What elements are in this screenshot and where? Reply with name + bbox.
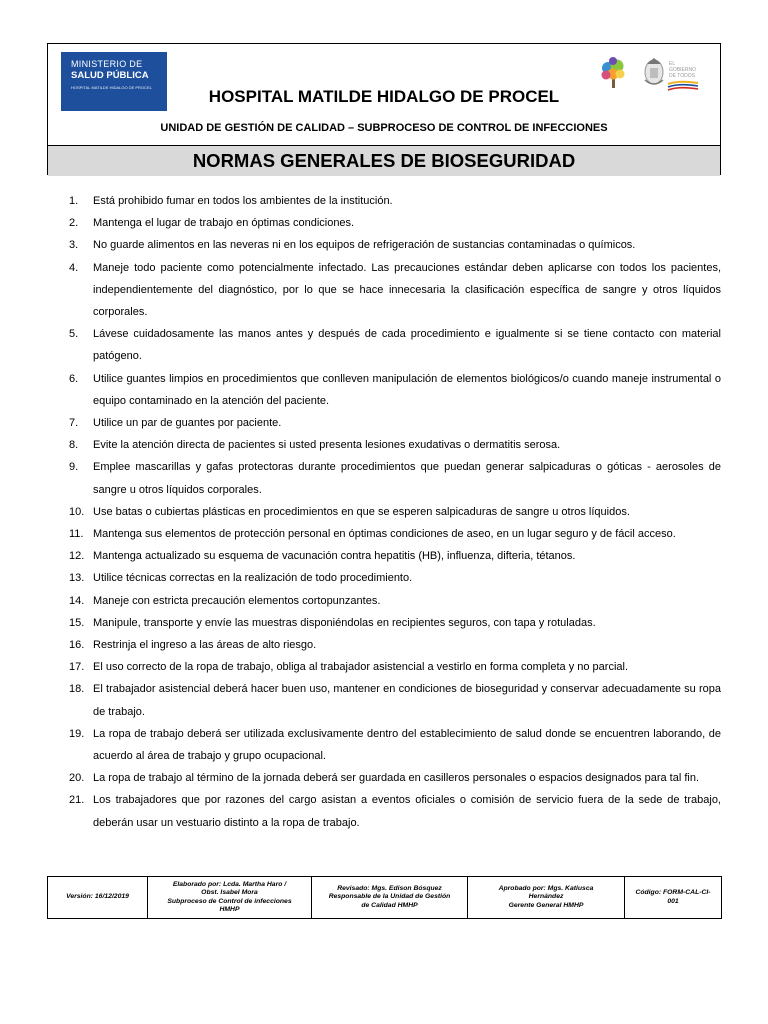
norm-number: 18. bbox=[69, 683, 85, 696]
norm-number: 4. bbox=[69, 261, 79, 274]
norm-item bbox=[69, 456, 721, 500]
norm-number: 7. bbox=[69, 417, 79, 430]
aprobado-line: Gerente General HMHP bbox=[508, 901, 584, 909]
ministry-logo-line2: SALUD PÚBLICA bbox=[71, 70, 149, 81]
svg-text:GOBIERNO: GOBIERNO bbox=[669, 67, 696, 73]
norm-text: Mantenga el lugar de trabajo en óptimas condiciones. bbox=[93, 217, 355, 230]
elaborado-line: HMHP bbox=[219, 906, 240, 913]
norm-item bbox=[69, 434, 721, 456]
norm-text: El uso correcto de la ropa de trabajo, obliga al trabajador asistencial a vestirlo en forma completa y no parcial. bbox=[93, 661, 629, 674]
norm-text: Está prohibido fumar en todos los ambientes de la institución. bbox=[93, 195, 393, 207]
norm-number: 2. bbox=[69, 217, 79, 230]
norm-number: 8. bbox=[69, 439, 79, 452]
revisado-line: Revisado: Mgs. Edison Bósquez bbox=[337, 884, 442, 892]
norm-item bbox=[69, 368, 721, 412]
norm-number: 16. bbox=[69, 639, 85, 652]
norm-item bbox=[69, 501, 721, 523]
norms-list bbox=[69, 190, 721, 834]
norm-text: Utilice técnicas correctas en la realización de todo procedimiento. bbox=[93, 572, 413, 585]
norm-text: La ropa de trabajo al término de la jornada deberá ser guardada en casilleros personales o espacios designados para tal fin. bbox=[93, 772, 699, 785]
norm-item bbox=[69, 257, 721, 324]
norm-text: Manipule, transporte y envíe las muestras disponiéndolas en recipientes seguros, con tapa y rotuladas. bbox=[93, 616, 596, 629]
norm-text: Maneje con estricta precaución elementos cortopunzantes. bbox=[93, 594, 381, 607]
version-text: Versión: 16/12/2019 bbox=[66, 893, 129, 901]
norm-number: 1. bbox=[69, 195, 79, 207]
norm-text: Evite la atención directa de pacientes si usted presenta lesiones exudativas o dermatitis serosa. bbox=[93, 439, 561, 452]
norm-number: 6. bbox=[69, 372, 79, 385]
norm-text: Mantenga sus elementos de protección personal en óptimas condiciones de aseo, en un lugar seguro y de fácil acceso. bbox=[93, 528, 676, 541]
norm-text: Emplee mascarillas y gafas protectoras durante procedimientos que puedan generar salpicaduras o góticas - aerosoles de sangre u otros líquidos corporales. bbox=[93, 461, 721, 496]
elaborado-line: Obst. Isabel Mora bbox=[201, 889, 258, 896]
norm-text: No guarde alimentos en las neveras ni en los equipos de refrigeración de sustancias contaminadas o químicos. bbox=[93, 239, 636, 252]
document-title: NORMAS GENERALES DE BIOSEGURIDAD bbox=[192, 150, 576, 171]
norm-item bbox=[69, 567, 721, 589]
footer-version bbox=[48, 877, 148, 919]
ministry-logo-line3: HOSPITAL MATILDE HIDALGO DE PROCEL bbox=[71, 85, 152, 90]
norm-number: 3. bbox=[69, 239, 79, 252]
codigo-line: 001 bbox=[667, 897, 679, 905]
norm-number: 5. bbox=[69, 328, 79, 341]
norm-item bbox=[69, 634, 721, 656]
norm-number: 17. bbox=[69, 661, 85, 674]
norm-text: Los trabajadores que por razones del cargo asistan a eventos oficiales o comisión de servicio fuera de la sede de trabajo, deberán usar un vestuario distinto a la ropa de trabajo. bbox=[93, 794, 721, 829]
norm-text: Maneje todo paciente como potencialmente infectado. Las precauciones estándar deben aplicarse con todos los pacientes, independientemente del diagnóstico, por lo que se hace innecesaria la clasificación específica de sangre y otros líquidos corporales. bbox=[93, 261, 721, 319]
norm-number: 9. bbox=[69, 461, 79, 474]
elaborado-line: Subproceso de Control de infecciones bbox=[167, 897, 292, 905]
norm-text: Mantenga actualizado su esquema de vacunación contra hepatitis (HB), influenza, difteria, tétanos. bbox=[93, 550, 576, 563]
coat-of-arms-icon bbox=[645, 58, 663, 84]
norm-item bbox=[69, 323, 721, 367]
norm-item bbox=[69, 590, 721, 612]
codigo-line: Código: FORM-CAL-CI- bbox=[635, 889, 711, 896]
norm-item bbox=[69, 523, 721, 545]
norm-text: Lávese cuidadosamente las manos antes y después de cada procedimiento e igualmente si se tiene contacto con material patógeno. bbox=[93, 328, 721, 363]
norm-item bbox=[69, 612, 721, 634]
norm-item bbox=[69, 723, 721, 767]
norm-item bbox=[69, 767, 721, 789]
norm-text: El trabajador asistencial deberá hacer buen uso, mantener en condiciones de bioseguridad y conservar adecuadamente su ropa de trabajo. bbox=[93, 683, 721, 718]
norm-number: 10. bbox=[69, 505, 85, 518]
norm-number: 14. bbox=[69, 594, 85, 607]
ministry-logo-line1: MINISTERIO DE bbox=[71, 59, 143, 69]
norm-item bbox=[69, 190, 721, 212]
norm-item bbox=[69, 656, 721, 678]
norm-number: 11. bbox=[69, 528, 84, 541]
footer-aprobado bbox=[468, 877, 625, 919]
norm-item bbox=[69, 789, 721, 833]
norm-text: Use batas o cubiertas plásticas en procedimientos en que se esperen salpicaduras de sangre u otros líquidos. bbox=[93, 505, 630, 518]
norm-item bbox=[69, 545, 721, 567]
norm-item bbox=[69, 678, 721, 722]
footer-revisado bbox=[312, 877, 468, 919]
norm-text: La ropa de trabajo deberá ser utilizada exclusivamente dentro del establecimiento de salud donde se encuentren laborando, de acuerdo al área de trabajo y grupo ocupacional. bbox=[93, 727, 721, 763]
aprobado-line: Hernández bbox=[528, 893, 564, 901]
norm-number: 21. bbox=[69, 794, 85, 807]
revisado-line: Responsable de la Unidad de Gestión bbox=[328, 893, 451, 901]
norm-text: Restrinja el ingreso a las áreas de alto riesgo. bbox=[93, 639, 317, 652]
norm-number: 20. bbox=[69, 772, 85, 785]
tree-logo-icon bbox=[602, 57, 625, 88]
svg-text:DE TODOS: DE TODOS bbox=[669, 73, 695, 79]
unit-subtitle: UNIDAD DE GESTIÓN DE CALIDAD – SUBPROCESO DE CONTROL DE INFECCIONES bbox=[160, 122, 608, 134]
norm-number: 19. bbox=[69, 727, 85, 740]
el-gobierno-de-todos-text bbox=[669, 61, 696, 79]
norm-item bbox=[69, 412, 721, 434]
aprobado-line: Aprobado por: Mgs. Katiusca bbox=[498, 884, 594, 892]
revisado-line: de Calidad HMHP bbox=[361, 901, 418, 909]
norm-text: Utilice un par de guantes por paciente. bbox=[93, 417, 282, 430]
document-header bbox=[47, 43, 721, 175]
document-title-bar bbox=[48, 145, 720, 176]
norm-item bbox=[69, 212, 721, 234]
footer-elaborado bbox=[148, 877, 312, 919]
norm-text: Utilice guantes limpios en procedimientos que conlleven manipulación de elementos biológicos/o cuando maneje instrumental o equipo contaminado en la atención del paciente. bbox=[93, 372, 721, 407]
hospital-name: HOSPITAL MATILDE HIDALGO DE PROCEL bbox=[208, 87, 560, 106]
norm-number: 15. bbox=[69, 616, 85, 629]
footer-codigo bbox=[625, 877, 722, 919]
norm-number: 13. bbox=[69, 572, 85, 585]
svg-text:EL: EL bbox=[669, 61, 676, 67]
norm-number: 12. bbox=[69, 550, 85, 563]
elaborado-line: Elaborado por: Lcda. Martha Haro / bbox=[172, 880, 287, 888]
norm-item bbox=[69, 234, 721, 256]
document-footer bbox=[47, 876, 722, 919]
